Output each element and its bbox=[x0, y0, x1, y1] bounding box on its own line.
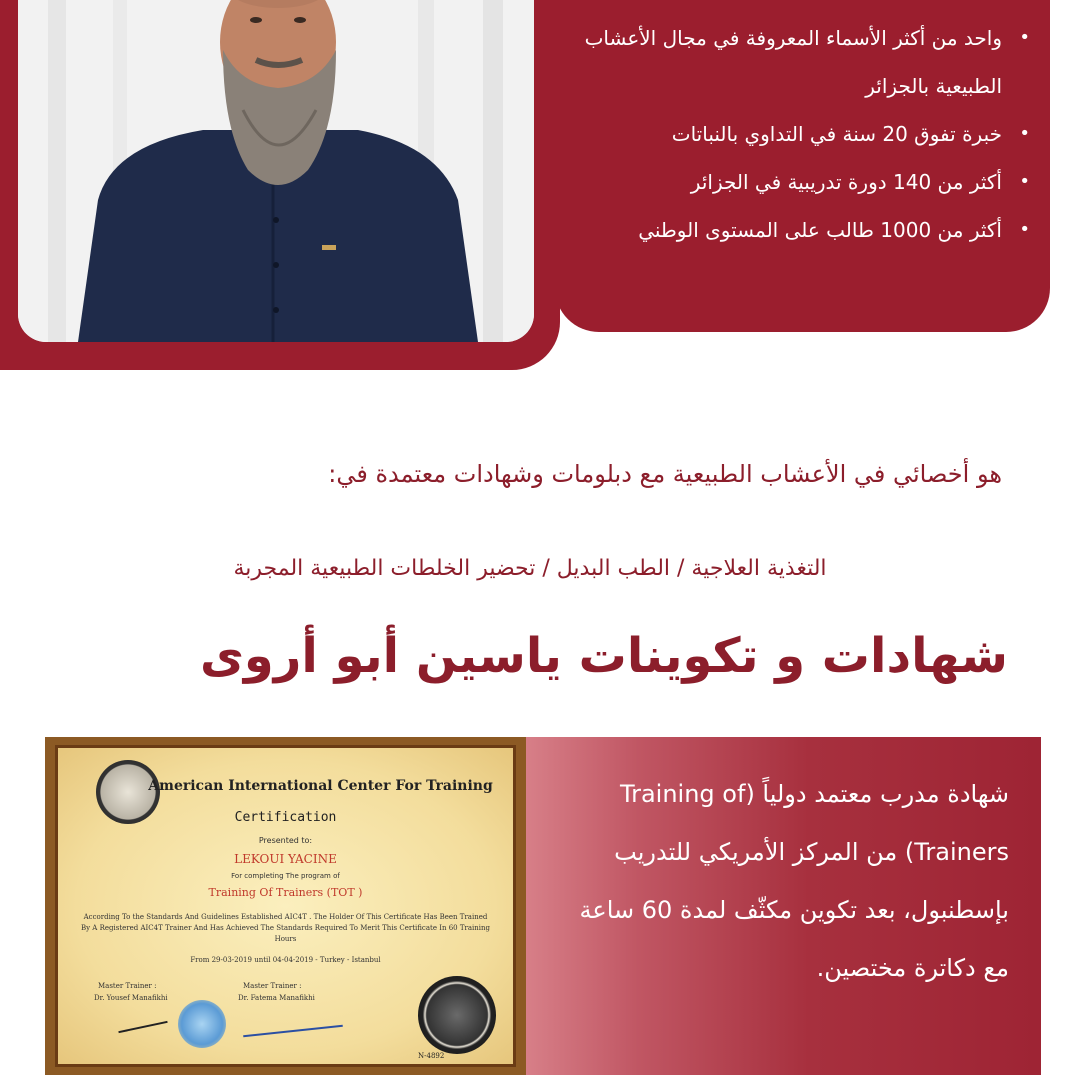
bullet-item: • أكثر من 140 دورة تدريبية في الجزائر bbox=[560, 158, 1030, 206]
certificate-body: According To the Standards And Guidelines Established AIC4T . The Holder Of This Certificate Has Been Trained By A Registered AIC4T Trainer And Has Achieved The Standards Required To Merit This Certificate In 60 Training Hours bbox=[80, 913, 491, 943]
certificate-description-panel bbox=[526, 737, 1041, 1075]
intro-text: هو أخصائي في الأعشاب الطبيعية مع دبلومات وشهادات معتمدة في: bbox=[328, 460, 1002, 488]
certificate-description: شهادة مدرب معتمد دولياً (Training of Trainers) من المركز الأمريكي للتدريب بإسطنبول، بعد تكوين مكثّف لمدة 60 ساعة مع دكاترة مختصين. bbox=[579, 780, 1009, 982]
globe-stamp-icon bbox=[178, 1000, 226, 1048]
trainer1-role: Master Trainer : bbox=[98, 982, 157, 990]
certificate-paper bbox=[55, 745, 516, 1067]
certificate-program: Training Of Trainers (TOT ) bbox=[208, 886, 363, 899]
certificate-presented: Presented to: bbox=[258, 836, 313, 845]
certificate-image bbox=[45, 737, 526, 1075]
signature-icon bbox=[243, 1025, 343, 1037]
bottom-seal-icon bbox=[418, 976, 496, 1054]
person-photo-illustration bbox=[18, 0, 534, 342]
certificate-completing: For completing The program of bbox=[231, 872, 340, 880]
trainer2-name: Dr. Fatema Manafikhi bbox=[238, 994, 315, 1002]
trainer1-name: Dr. Yousef Manafikhi bbox=[94, 994, 168, 1002]
trainer2-role: Master Trainer : bbox=[243, 982, 302, 990]
photo-frame bbox=[0, 0, 560, 370]
specialties-text: التغذية العلاجية / الطب البديل / تحضير الخلطات الطبيعية المجربة bbox=[233, 556, 827, 581]
certificate-dates: From 29-03-2019 until 04-04-2019 - Turkey - Istanbul bbox=[190, 956, 381, 964]
bullet-item: • خبرة تفوق 20 سنة في التداوي بالنباتات bbox=[560, 110, 1030, 158]
profile-bullets bbox=[560, 14, 1030, 254]
certificate-name: LEKOUI YACINE bbox=[234, 852, 337, 866]
signature-icon bbox=[118, 1021, 167, 1033]
page-title: شهادات و تكوينات ياسين أبو أروى bbox=[199, 628, 1008, 684]
certificate-center: American International Center For Training bbox=[148, 778, 493, 794]
bullet-item: • أكثر من 1000 طالب على المستوى الوطني bbox=[560, 206, 1030, 254]
certificate-number: N-4892 bbox=[418, 1052, 445, 1060]
certificate-title: Certification bbox=[234, 810, 337, 825]
bullet-item: • واحد من أكثر الأسماء المعروفة في مجال الأعشاب الطبيعية بالجزائر bbox=[560, 14, 1030, 110]
profile-photo bbox=[18, 0, 534, 342]
